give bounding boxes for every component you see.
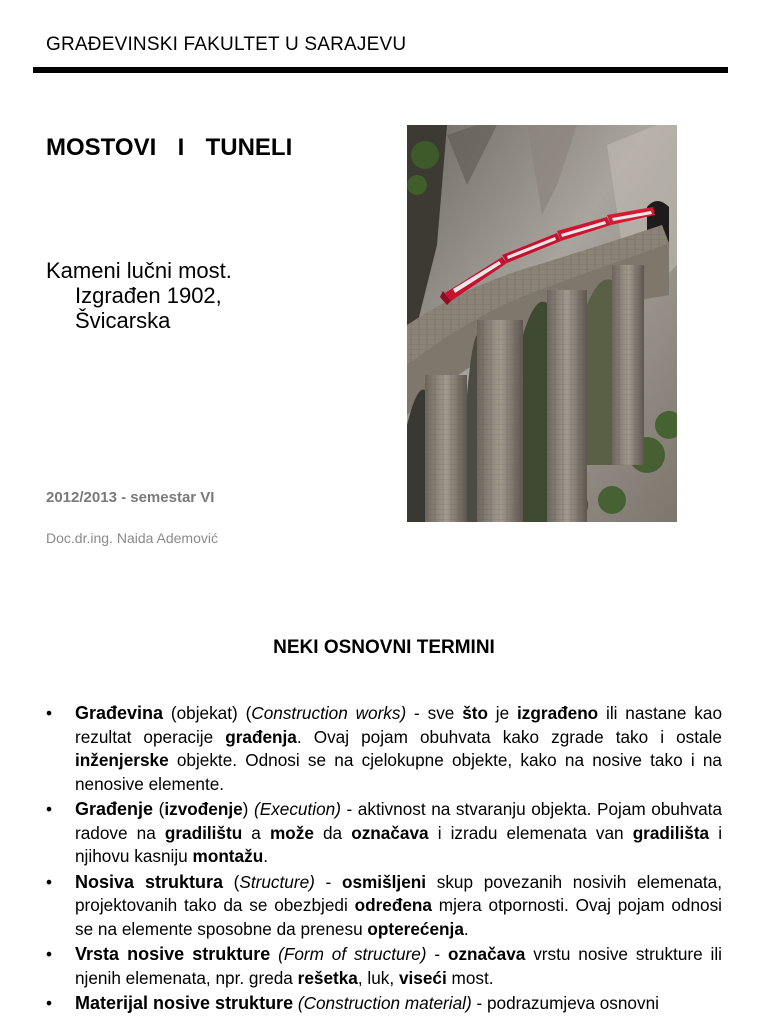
term-text: . <box>463 918 469 939</box>
term-text: , luk, <box>357 967 399 988</box>
bullet-marker: • <box>46 871 53 892</box>
bullet-marker: • <box>46 703 53 723</box>
term-text: . <box>263 846 268 866</box>
term-heading: Materijal nosive strukture <box>75 993 294 1013</box>
term-emphasis: montažu <box>192 846 264 866</box>
term-emphasis: građenja <box>225 726 297 747</box>
author-name: Naida Ademović <box>116 530 218 546</box>
term-english: (Form of structure) <box>278 944 427 964</box>
term-english: Structure) <box>239 871 315 892</box>
term-text: most. <box>446 967 494 988</box>
term-heading: Vrsta nosive strukture <box>75 944 271 964</box>
terms-list <box>46 702 722 1018</box>
term-text: mjera otpornosti. Ovaj pojam odnosi se na elemente sposobne da prenesu <box>75 895 722 939</box>
bullet-marker: • <box>46 799 53 819</box>
term-text: - <box>314 871 342 892</box>
term-text: - aktivnost na stvaranju objekta. Pojam obuhvata radove na <box>75 799 723 843</box>
viaduct-illustration <box>407 125 677 522</box>
term-text: . Ovaj pojam obuhvata kako zgrade tako i ostale <box>296 726 722 747</box>
term-text: da <box>313 822 352 843</box>
term-emphasis: viseći <box>398 967 447 988</box>
term-emphasis: može <box>269 822 314 843</box>
header-divider <box>33 67 728 73</box>
term-english: (Construction material) <box>297 993 472 1013</box>
term-emphasis: označava <box>351 822 429 843</box>
term-english: Construction works) <box>251 703 407 723</box>
bullet-marker: • <box>46 944 53 964</box>
bridge-photo <box>407 125 677 522</box>
term-text: vrstu nosive strukture ili njenih elemenata, npr. greda <box>75 944 722 988</box>
course-title: MOSTOVI I TUNELI <box>46 134 293 161</box>
term-text: (objekat) ( <box>163 703 252 723</box>
term-text: - <box>426 944 448 964</box>
author-line <box>46 530 218 546</box>
term-text: ili nastane kao rezultat operacije <box>75 703 723 747</box>
term-text: - sve <box>406 703 463 723</box>
term-emphasis: osmišljeni <box>341 871 427 892</box>
caption-line-3: Švicarska <box>75 308 171 333</box>
list-item <box>46 943 722 990</box>
term-emphasis: izvođenje <box>164 799 243 819</box>
term-emphasis: gradilištu <box>164 822 243 843</box>
term-text: je <box>487 703 518 723</box>
term-heading: Građevina <box>75 703 164 723</box>
list-item <box>46 871 722 942</box>
caption-line-2: Izgrađen 1902, <box>75 283 222 308</box>
caption-line-1: Kameni lučni most. <box>46 258 232 283</box>
term-english: (Execution) <box>253 799 341 819</box>
term-heading: Građenje <box>75 799 154 819</box>
term-emphasis: rešetka <box>297 967 358 988</box>
bullet-marker: • <box>46 993 53 1013</box>
semester-label: 2012/2013 - semestar VI <box>46 489 215 506</box>
institution-name: GRAĐEVINSKI FAKULTET U SARAJEVU <box>46 34 407 55</box>
term-emphasis: opterećenja <box>367 918 464 939</box>
term-emphasis: označava <box>447 944 526 964</box>
term-text: ( <box>222 871 240 892</box>
term-emphasis: gradilišta <box>632 822 710 843</box>
term-text: i njihovu kasniju <box>75 822 723 866</box>
term-text: ) <box>242 799 254 819</box>
term-text: i izradu elemenata van <box>428 822 633 843</box>
term-emphasis: određena <box>354 895 432 915</box>
term-text: a <box>242 822 270 843</box>
term-emphasis: inženjerske <box>75 750 169 770</box>
list-item <box>46 992 722 1016</box>
term-heading: Nosiva struktura <box>75 871 223 892</box>
term-text: skup povezanih nosivih elemenata, projektovanih tako da se obezbjedi <box>75 871 722 915</box>
term-text: - podrazumjeva osnovni <box>471 993 659 1013</box>
photo-caption <box>46 258 232 333</box>
term-emphasis: izgrađeno <box>517 703 599 723</box>
term-text <box>270 944 278 964</box>
list-item <box>46 702 722 796</box>
term-emphasis: što <box>462 703 488 723</box>
author-title: Doc.dr.ing. <box>46 530 113 546</box>
list-item <box>46 798 722 869</box>
term-text: ( <box>153 799 165 819</box>
section-title: NEKI OSNOVNI TERMINI <box>273 637 495 658</box>
term-text: objekte. Odnosi se na cjelokupne objekte, kako na nosive tako i na nenosive elemente. <box>75 750 722 794</box>
